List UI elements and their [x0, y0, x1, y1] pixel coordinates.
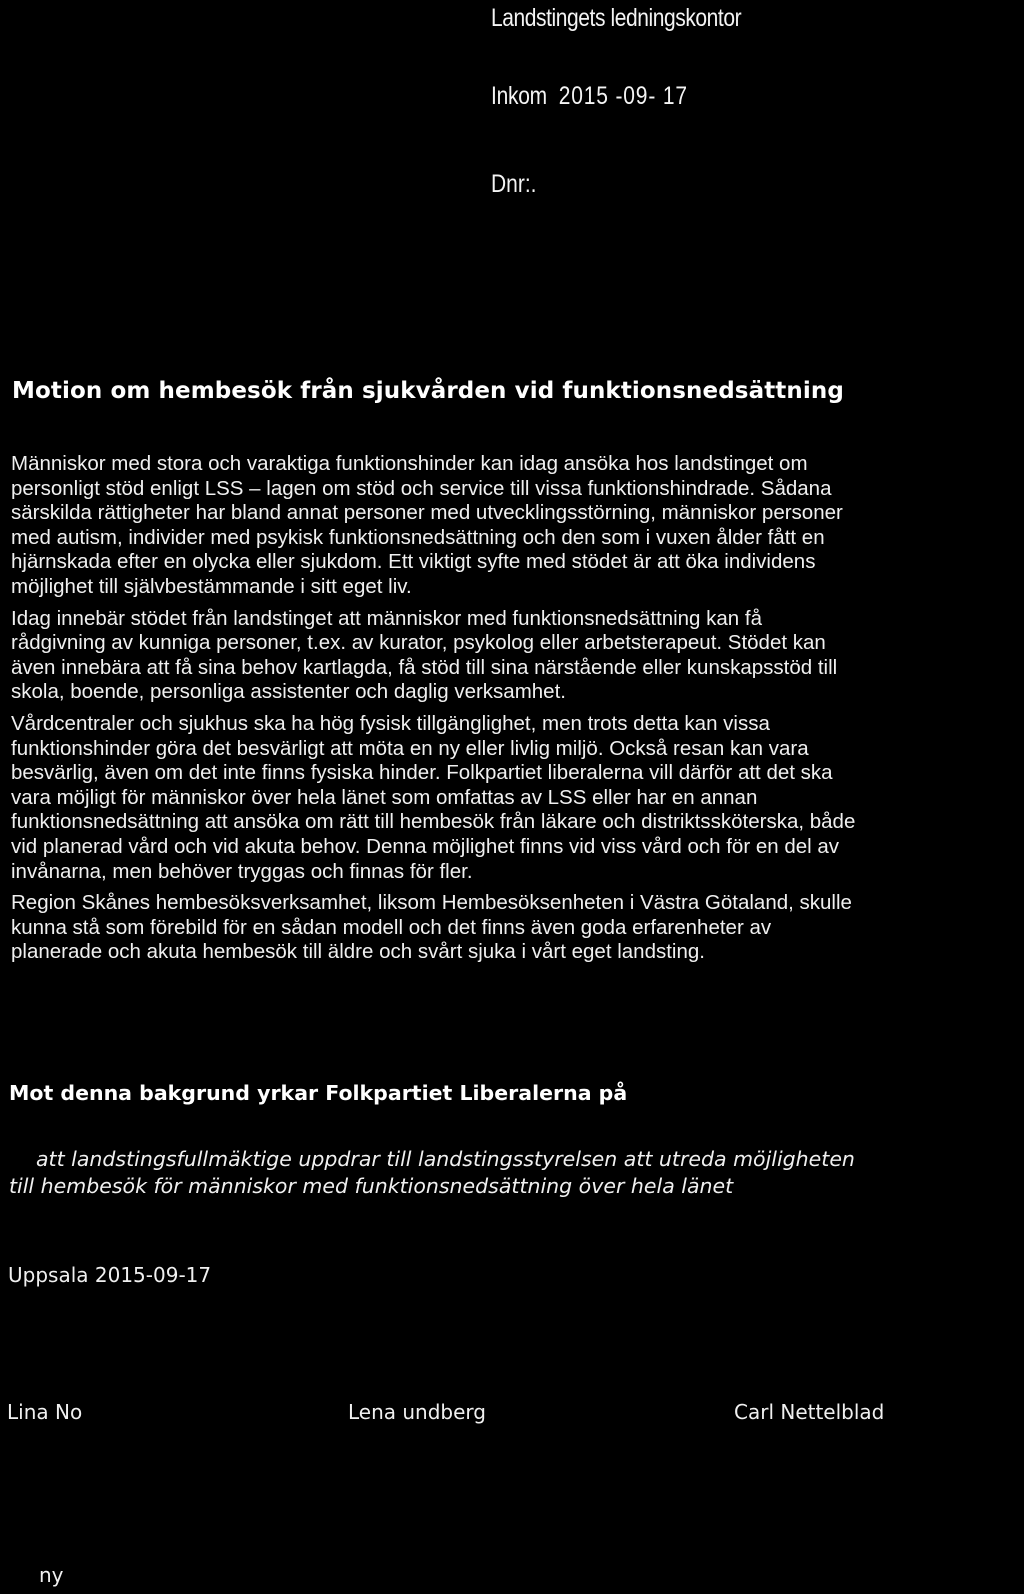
paragraph-lss-rights: [11, 452, 1017, 600]
text-line: vid planerad vård och vid akuta behov. Denna möjlighet finns vid viss vård och för en del av: [11, 834, 840, 858]
resolution-text: [9, 1146, 855, 1200]
resolution-line: att landstingsfullmäktige uppdrar till landstingsstyrelsen att utreda möjligheten: [36, 1147, 855, 1171]
text-line: Människor med stora och varaktiga funktionshinder kan idag ansöka hos landstinget om: [11, 452, 808, 475]
resolution-line: till hembesök för människor med funktionsnedsättning över hela länet: [9, 1174, 734, 1198]
text-line: med autism, individer med psykisk funktionsnedsättning och den som i vuxen ålder fått en: [11, 525, 825, 549]
text-line: skola, boende, personliga assistenter och daglig verksamhet.: [11, 680, 566, 704]
text-line: även innebära att få sina behov kartlagda, få stöd till sina närstående eller kunskapsstöd till: [11, 655, 838, 679]
paragraph-home-visits: [11, 712, 1017, 884]
document-title: Motion om hembesök från sjukvården vid funktionsnedsättning: [12, 378, 844, 404]
text-line: möjlighet till självbestämmande i sitt eget liv.: [11, 574, 412, 598]
place-and-date: Uppsala 2015-09-17: [8, 1263, 212, 1287]
text-line: kunna stå som förebild för en sådan modell och det finns även goda erfarenheter av: [11, 915, 772, 939]
text-line: funktionsnedsättning att ansöka om rätt till hembesök från läkare och distriktssköterska, både: [11, 810, 856, 834]
text-line: Region Skånes hembesöksverksamhet, liksom Hembesöksenheten i Västra Götaland, skulle: [11, 891, 852, 915]
stamp-received-label: Inkom: [491, 82, 547, 110]
stamp-office-name: Landstingets ledningskontor: [491, 4, 742, 32]
text-line: besvärlig, även om det inte finns fysiska hinder. Folkpartiet liberalerna vill därför att det ska: [11, 761, 833, 785]
text-line: särskilda rättigheter har bland annat personer med utvecklingsstörning, människor personer: [11, 501, 843, 525]
text-line: planerade och akuta hembesök till äldre och svårt sjuka i vårt eget landsting.: [11, 940, 705, 964]
text-line: Idag innebär stödet från landstinget att människor med funktionsnedsättning kan få: [11, 606, 763, 630]
resolution-heading: Mot denna bakgrund yrkar Folkpartiet Liberalerna på: [9, 1081, 628, 1105]
footnote-text: ny: [39, 1563, 64, 1587]
text-line: personligt stöd enligt LSS – lagen om stöd och service till vissa funktionshindrade. Sådana: [11, 476, 832, 500]
motion-body: [11, 452, 1017, 972]
paragraph-model-regions: [11, 891, 1017, 965]
stamp-received-date: 2015 -09- 17: [558, 82, 688, 110]
signatory-1: Lina No: [7, 1400, 83, 1424]
text-line: hjärnskada efter en olycka eller sjukdom. Ett viktigt syfte med stödet är att öka individens: [11, 550, 816, 574]
text-line: invånarna, men behöver tryggas och finnas för fler.: [11, 859, 473, 883]
stamp-received-line: [491, 82, 688, 111]
paragraph-current-support: [11, 607, 1017, 705]
stamp-dnr-label: Dnr:.: [491, 170, 537, 198]
text-line: Vårdcentraler och sjukhus ska ha hög fysisk tillgänglighet, men trots detta kan vissa: [11, 711, 770, 735]
signatory-2: Lena undberg: [348, 1400, 486, 1424]
text-line: rådgivning av kunniga personer, t.ex. av kurator, psykolog eller arbetsterapeut. Stödet kan: [11, 631, 826, 655]
signatory-3: Carl Nettelblad: [734, 1400, 885, 1424]
text-line: vara möjligt för människor över hela länet som omfattas av LSS eller har en annan: [11, 785, 758, 809]
text-line: funktionshinder göra det besvärligt att möta en ny eller livlig miljö. Också resan kan vara: [11, 736, 809, 760]
